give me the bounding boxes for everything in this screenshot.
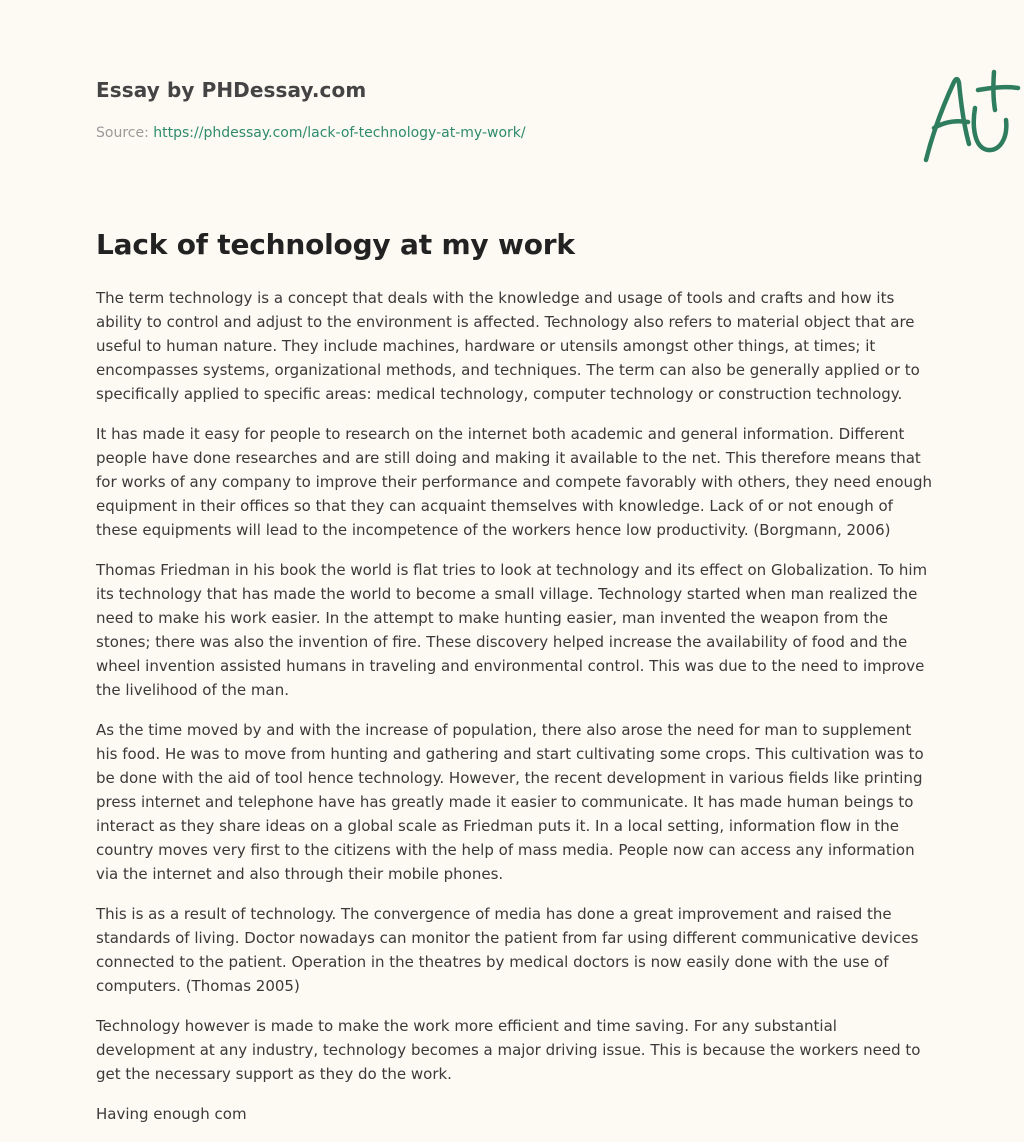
- source-label: Source:: [96, 125, 154, 141]
- essay-paragraph: As the time moved by and with the increase of population, there also arose the need for man to supplement his food. He was to move from hunting and gathering and start cultivating some crops. This cultivation was to be done with the aid of tool hence technology. However, the recent development in various fields like printing press internet and telephone have has greatly made it easier to communicate. It has made human beings to interact as they share ideas on a global scale as Friedman puts it. In a local setting, information flow in the country moves very first to the citizens with the help of mass media. People now can access any information via the internet and also through their mobile phones.: [96, 721, 924, 883]
- essay-paragraph: It has made it easy for people to research on the internet both academic and general information. Different people have done researches and are still doing and making it available to the net. This therefore means that for works of any company to improve their performance and compete favorably with others, they need enough equipment in their offices so that they can acquaint themselves with knowledge. Lack of or not enough of these equipments will lead to the incompetence of the workers hence low productivity. (Borgmann, 2006): [96, 425, 933, 539]
- essay-paragraph: Thomas Friedman in his book the world is flat tries to look at technology and its effect on Globalization. To him its technology that has made the world to become a small village. Technology started when man realized the need to make his work easier. In the attempt to make hunting easier, man invented the weapon from the stones; there was also the invention of fire. These discovery helped increase the availability of food and the wheel invention assisted humans in traveling and environmental control. This was due to the need to improve the livelihood of the man.: [96, 561, 928, 699]
- essay-paragraph: This is as a result of technology. The convergence of media has done a great improvement and raised the standards of living. Doctor nowadays can monitor the patient from far using different communicative devices connected to the patient. Operation in the theatres by medical doctors is now easily done with the use of computers. (Thomas 2005): [96, 905, 919, 995]
- essay-paragraph: Technology however is made to make the work more efficient and time saving. For any substantial development at any industry, technology becomes a major driving issue. This is because the workers need to get the necessary support as they do the work.: [96, 1017, 921, 1083]
- source-link[interactable]: https://phdessay.com/lack-of-technology-at-my-work/: [153, 125, 526, 141]
- essay-body: [96, 286, 934, 1142]
- essay-paragraph: The term technology is a concept that deals with the knowledge and usage of tools and crafts and how its ability to control and adjust to the environment is affected. Technology also refers to material object that are useful to human nature. They include machines, hardware or utensils amongst other things, at times; it encompasses systems, organizational methods, and techniques. The term can also be generally applied or to specifically applied to specific areas: medical technology, computer technology or construction technology.: [96, 289, 920, 403]
- essay-paragraph-truncated: Having enough com: [96, 1105, 247, 1123]
- source-line: [96, 123, 526, 143]
- essay-title: Lack of technology at my work: [96, 228, 575, 261]
- site-brand: Essay by PHDessay.com: [96, 78, 367, 102]
- a-plus-grade-icon: [920, 64, 1024, 168]
